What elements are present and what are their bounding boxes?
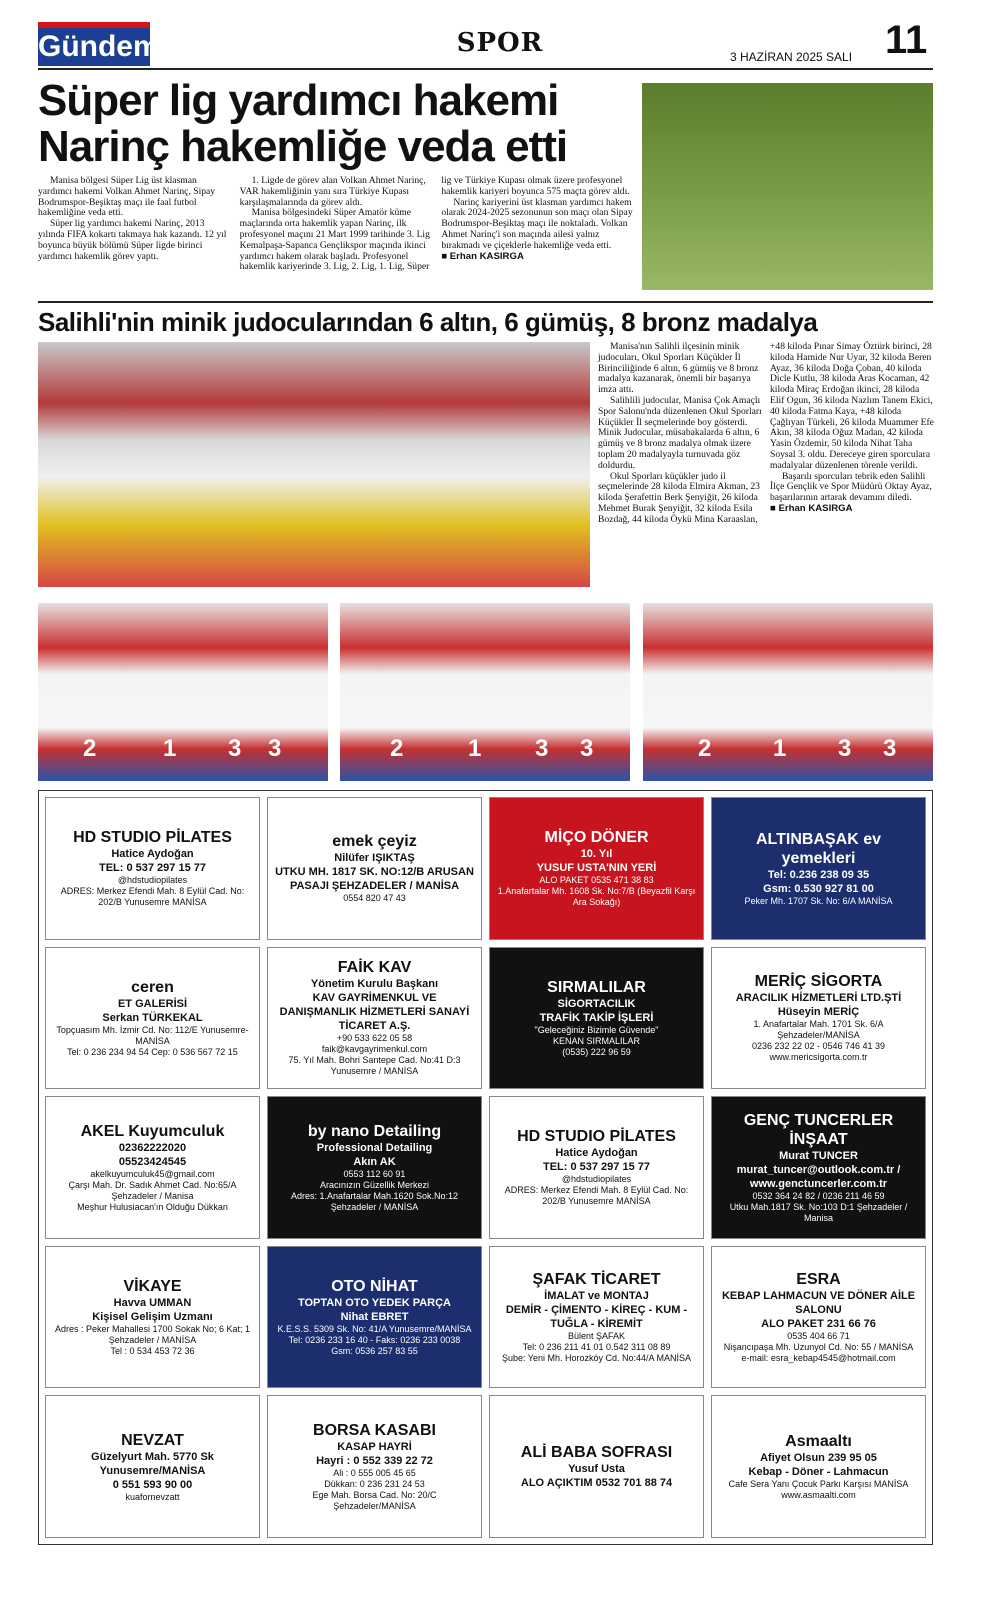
advertisement (45, 947, 260, 1090)
advertisement (489, 797, 704, 940)
ad-line: TEL: 0 537 297 15 77 (98, 862, 206, 875)
podium-rank: 3 (535, 735, 549, 762)
ad-line: KASAP HAYRİ (337, 1441, 412, 1454)
advertisement (711, 1246, 926, 1389)
podium-rank: 2 (390, 735, 404, 762)
divider (38, 68, 933, 70)
ad-line: ADRES: Merkez Efendi Mah. 8 Eylül Cad. No: 202/B Yunusemre MANİSA (60, 886, 245, 908)
ad-line: Tel: 0.236 238 09 35 (767, 868, 870, 881)
advertisement (267, 1096, 482, 1239)
ad-line: 05523424545 (118, 1155, 187, 1168)
article2-headline: Salihli'nin minik judocularından 6 altın, 6 gümüş, 8 bronz madalya (38, 307, 818, 337)
section-title: SPOR (456, 28, 544, 58)
ad-line: Meşhur Hulusiacan'ın Olduğu Dükkan (77, 1201, 228, 1212)
ad-title: ESRA (796, 1271, 841, 1289)
advertisement (45, 1395, 260, 1538)
ad-line: Professional Detailing (316, 1141, 433, 1154)
ad-line: 0535 404 66 71 (787, 1331, 850, 1342)
ad-line: Adres: 1.Anafartalar Mah.1620 Sok.No:12 Şehzadeler / MANİSA (290, 1190, 459, 1212)
ad-line: Havva UMMAN (113, 1297, 192, 1310)
ad-line: Tel : 0 534 453 72 36 (110, 1346, 195, 1357)
ad-title: BORSA KASABI (313, 1422, 436, 1440)
ad-line: Güzelyurt Mah. 5770 Sk Yunusemre/MANİSA (91, 1450, 214, 1477)
ad-line: ALO PAKET 0535 471 38 83 (539, 875, 654, 886)
ad-line: ET GALERİSİ (117, 997, 188, 1010)
ad-line: Yönetim Kurulu Başkanı (310, 978, 439, 991)
article2-paragraph: Başarılı sporcuları tebrik eden Salihli İlçe Gençlik ve Spor Müdürü Oktay Ayaz, başarılarının artarak devamını diledi. (770, 470, 932, 504)
podium-photo-3 (643, 603, 933, 781)
ad-line: Aracınızın Güzellik Merkezi (319, 1179, 430, 1190)
advertisement (489, 1096, 704, 1239)
ad-line: KAV GAYRİMENKUL VE DANIŞMANLIK HİZMETLERİ SANAYİ TİCARET A.Ş. (279, 992, 470, 1033)
article2-paragraph: Okul Sporları küçükler judo il seçmelerinde 28 kiloda Elmira Akman, 23 kiloda Şerafettin Berk Şenyiğit, 26 kiloda Mehmet Burak Şenyiğit, 32 kiloda Esila Bozdağ, 44 kiloda Öykü Mina Karaaslan, +48 kiloda Pınar Simay Öztürk birinci, 28 kiloda Hamide Nur Uyar, 32 kiloda Beren Ayaz, 36 kiloda Doğa Çoban, 40 kiloda Dicle Kutlu, 38 kiloda Aras Kocaman, 42 kiloda Miraç Erdoğan ikinci, 28 kiloda Elif Ogun, 36 kiloda Nazlım Tanem Ekici, 40 kiloda Fatma Kaya, +48 kiloda Çağlıyan Türkeli, 26 kiloda Muammer Efe Akın, 38 kiloda Oğuz Madan, 42 kiloda Yasin Özdemir, 50 kiloda Nihat Taha Soysal 3. oldu. Dereceye giren sporculara madalyalar düzenlenen törenle verildi. (598, 341, 934, 525)
newspaper-logo: Gündem (38, 22, 150, 66)
ad-line: Nihat EBRET (340, 1311, 409, 1324)
ad-line: +90 533 622 05 58 (336, 1033, 413, 1044)
divider (38, 301, 933, 303)
ad-line: www.asmaalti.com (781, 1490, 856, 1501)
podium-rank: 3 (838, 735, 852, 762)
ad-title: OTO NİHAT (331, 1278, 418, 1296)
ad-line: 0 551 593 90 00 (112, 1478, 193, 1491)
article1-body (38, 176, 635, 273)
advertisement (45, 1096, 260, 1239)
advertisement (45, 797, 260, 940)
ad-line: İMALAT ve MONTAJ (544, 1290, 649, 1303)
ad-title: ALTINBAŞAK ev yemekleri (755, 830, 882, 867)
ad-line: 1. Anafartalar Mah. 1701 Sk. 6/A Şehzadeler/MANİSA (753, 1019, 884, 1041)
ad-line: ALO PAKET 231 66 76 (761, 1318, 876, 1331)
podium-rank: 1 (773, 735, 787, 762)
ad-line: Gsm: 0536 257 83 55 (331, 1346, 418, 1357)
ad-title: MERİÇ SİGORTA (754, 973, 883, 991)
ad-line: Hatice Aydoğan (111, 848, 194, 861)
ad-line: Ali : 0 555 005 45 65 (333, 1468, 416, 1479)
ad-line: kuafornevzatt (125, 1491, 180, 1502)
ad-line: Akın AK (353, 1155, 396, 1168)
podium-rank: 3 (580, 735, 594, 762)
ad-line: YUSUF USTA'NIN YERİ (536, 862, 657, 875)
ad-title: emek çeyiz (332, 833, 417, 851)
ad-line: Kebap - Döner - Lahmacun (748, 1466, 889, 1479)
ad-title: FAİK KAV (337, 959, 412, 977)
advertisements-grid (38, 790, 933, 1545)
ad-line: Kişisel Gelişim Uzmanı (92, 1311, 213, 1324)
ad-line: @hdstudiopilates (117, 875, 188, 886)
ad-line: Topçuasım Mh. İzmir Cd. No: 112/E Yunusemre-MANİSA (56, 1024, 249, 1046)
ad-line: ADRES: Merkez Efendi Mah. 8 Eylül Cad. No: 202/B Yunusemre MANİSA (504, 1185, 689, 1207)
ad-line: Peker Mh. 1707 Sk. No: 6/A MANİSA (744, 895, 893, 906)
podium-rank: 1 (468, 735, 482, 762)
advertisement (711, 1395, 926, 1538)
ad-line: DEMİR - ÇİMENTO - KİREÇ - KUM - TUĞLA - KİREMİT (505, 1304, 688, 1331)
ad-line: (0535) 222 96 59 (562, 1046, 631, 1057)
article2-paragraph: Salihlili judocular, Manisa Çok Amaçlı Spor Salonu'nda düzenlenen Okul Sporları Küçükler İl seçmelerinde boy gösterdi. Minik Judocular, müsabakalarda 6 altın, 6 gümüş ve 8 bronz madalya olmak üzere toplam 20 madalyayla turnuvada göz doldurdu. (598, 394, 762, 471)
ad-line: K.E.S.S. 5309 Sk. No: 41/A Yunusemre/MANİSA (277, 1324, 472, 1335)
advertisement (711, 947, 926, 1090)
ad-title: Asmaaltı (785, 1433, 852, 1451)
ad-title: VİKAYE (123, 1278, 182, 1296)
advertisement (711, 797, 926, 940)
ad-line: Tel: 0 236 234 94 54 Cep: 0 536 567 72 15 (67, 1046, 238, 1057)
ad-line: Nişancıpaşa Mh. Uzunyol Cd. No: 55 / MANİSA (723, 1342, 914, 1353)
issue-date: 3 HAZİRAN 2025 SALI (730, 50, 853, 64)
article1-paragraph: Süper lig yardımcı hakemi Narinç, 2013 yılında FIFA kokartı takmaya hak kazandı. 12 yıl boyunca büyük bölümü Süper ligde birinci yardımcı hakemlik görev yaptı. (38, 218, 227, 262)
ad-line: 10. Yıl (580, 848, 613, 861)
ad-line: KEBAP LAHMACUN VE DÖNER AİLE SALONU (721, 1290, 916, 1317)
ad-line: 1.Anafartalar Mh. 1608 Sk. No:7/B (Beyazfil Karşı Ara Sokağı) (497, 886, 696, 908)
advertisement (267, 797, 482, 940)
ad-line: Afiyet Olsun 239 95 05 (760, 1452, 877, 1465)
ad-title: GENÇ TUNCERLER İNŞAAT (743, 1111, 894, 1148)
ad-line: Serkan TÜRKEKAL (102, 1011, 203, 1024)
ad-line: "Geleceğiniz Bizimle Güvende" (534, 1024, 659, 1035)
ad-line: Tel: 0 236 211 41 01 0.542 311 08 89 (522, 1342, 671, 1353)
article1-paragraph: 1. Ligde de görev alan Volkan Ahmet Narinç, VAR hakemliğinin yanı sıra Türkiye Kupası karşılaşmalarında da görev aldı. (239, 175, 426, 208)
advertisement (45, 1246, 260, 1389)
ad-line: faik@kavgayrimenkul.com (321, 1044, 428, 1055)
ad-line: 0236 232 22 02 - 0546 746 41 39 (751, 1041, 886, 1052)
ad-line: KENAN SIRMALILAR (552, 1035, 641, 1046)
article2-paragraph: Manisa'nın Salihli ilçesinin minik judocuları, Okul Sporları Küçükler İl Birinciliğinde 6 altın, 6 gümüş ve 8 bronz madalya kazanarak, önemli bir başarıya imza attı. (598, 341, 759, 396)
ad-line: Hüseyin MERİÇ (777, 1006, 860, 1019)
ad-line: e-mail: esra_kebap4545@hotmail.com (741, 1353, 896, 1364)
ad-title: ceren (131, 978, 174, 996)
podium-photo-1 (38, 603, 328, 781)
podium-rank: 3 (268, 735, 282, 762)
article1-paragraph: Manisa bölgesi Süper Lig üst klasman yardımcı hakemi Volkan Ahmet Narinç, Sipay Bodrumspor-Beşiktaş maçı ile faal futbol hakemliğine veda etti. (38, 175, 216, 219)
ad-line: 0553 112 60 91 (343, 1168, 406, 1179)
ad-title: SIRMALILAR (547, 978, 646, 996)
advertisement (267, 1395, 482, 1538)
ad-line: Hatice Aydoğan (555, 1147, 638, 1160)
ad-line: 02362222020 (118, 1141, 187, 1154)
ad-line: Şube: Yeni Mh. Horozköy Cd. No:44/A MANİSA (501, 1353, 692, 1364)
ad-line: 0532 364 24 82 / 0236 211 46 59 (752, 1190, 885, 1201)
podium-rank: 3 (228, 735, 242, 762)
ad-line: akelkuyumculuk45@gmail.com (90, 1168, 215, 1179)
ad-title: ALİ BABA SOFRASI (520, 1444, 673, 1462)
ad-line: Murat TUNCER (779, 1149, 858, 1162)
ad-title: NEVZAT (121, 1431, 184, 1449)
advertisement (711, 1096, 926, 1239)
ad-line: Utku Mah.1817 Sk. No:103 D:1 Şehzadeler / Manisa (729, 1201, 908, 1223)
ad-line: Adres : Peker Mahallesi 1700 Sokak No; 6 Kat; 1 Şehzadeler / MANİSA (54, 1324, 251, 1346)
ad-line: Çarşı Mah. Dr. Sadık Ahmet Cad. No:65/A Şehzadeler / Manisa (68, 1179, 237, 1201)
podium-photo-2 (340, 603, 630, 781)
article2-byline: ■ Erhan KASIRGA (770, 502, 853, 514)
ad-title: AKEL Kuyumculuk (80, 1122, 225, 1140)
ad-line: @hdstudiopilates (561, 1174, 632, 1185)
ad-title: ŞAFAK TİCARET (532, 1271, 661, 1289)
referee-family-photo (642, 83, 933, 290)
article1-byline: ■ Erhan KASIRGA (441, 250, 524, 262)
article1-paragraph: Manisa bölgesindeki Süper Amatör küme maçlarında orta hakemlik yapan Narinç, ilk profesyonel maçını 21 Mart 1999 tarihinde 3. Lig Kemalpaşa-Sapanca Gençlikspor maçında ikinci yardımcı hakem olarak başladı. Profesyonel hakemlik kariyerinde 3. Lig, 2. Lig, 1. Lig, Süper lig ve Türkiye Kupası olmak üzere profesyonel hakemlik kariyeri boyunca 575 maçta görev aldı. (239, 175, 630, 273)
article2-body (598, 342, 934, 526)
ad-line: UTKU MH. 1817 SK. NO:12/B ARUSAN PASAJI ŞEHZADELER / MANİSA (275, 866, 474, 893)
ad-line: SİGORTACILIK (557, 997, 636, 1010)
ad-line: ALO AÇIKTIM 0532 701 88 74 (520, 1477, 673, 1490)
ad-line: Hayri : 0 552 339 22 72 (316, 1455, 433, 1468)
podium-rank: 3 (883, 735, 897, 762)
advertisement (267, 1246, 482, 1389)
ad-line: Tel: 0236 233 16 40 - Faks: 0236 233 0038 (288, 1335, 461, 1346)
ad-line: 75. Yıl Mah. Bohri Santepe Cad. No:41 D:3 Yunusemre / MANİSA (288, 1055, 461, 1077)
ad-line: ARACILIK HİZMETLERİ LTD.ŞTİ (735, 992, 902, 1005)
ad-line: Ege Mah. Borsa Cad. No: 20/C Şehzadeler/MANİSA (312, 1490, 437, 1512)
ad-line: Yusuf Usta (568, 1463, 625, 1476)
judo-team-photo (38, 342, 590, 587)
podium-rank: 2 (698, 735, 712, 762)
ad-title: HD STUDIO PİLATES (73, 829, 232, 847)
ad-line: Nilüfer IŞIKTAŞ (334, 852, 415, 865)
article1-paragraph: Narinç kariyerini üst klasman yardımcı hakem olarak 2024-2025 sezonunun son maçı olan Sipay Bodrumspor-Beşiktaş maçı ile noktaladı. Volkan Ahmet Narinç'i son maçında ailesi yalnız bırakmadı ve çiçeklerle hakemliğe veda etti. (441, 196, 633, 251)
article1-headline: Süper lig yardımcı hakemi Narinç hakemliğe veda etti (38, 76, 568, 171)
ad-line: Dükkan: 0 236 231 24 53 (324, 1479, 425, 1490)
podium-rank: 2 (83, 735, 97, 762)
ad-title: by nano Detailing (307, 1122, 442, 1140)
ad-title: MİÇO DÖNER (544, 829, 649, 847)
ad-line: Bülent ŞAFAK (567, 1331, 626, 1342)
advertisement (489, 1395, 704, 1538)
ad-line: Gsm: 0.530 927 81 00 (763, 882, 874, 895)
advertisement (489, 947, 704, 1090)
page-number: 11 (885, 18, 928, 62)
ad-line: 0554 820 47 43 (343, 893, 406, 904)
ad-title: HD STUDIO PİLATES (517, 1128, 676, 1146)
ad-line: TRAFİK TAKİP İŞLERİ (539, 1011, 654, 1024)
podium-rank: 1 (163, 735, 177, 762)
ad-line: TOPTAN OTO YEDEK PARÇA (297, 1297, 451, 1310)
advertisement (267, 947, 482, 1090)
ad-line: murat_tuncer@outlook.com.tr / www.genctuncerler.com.tr (736, 1163, 901, 1190)
ad-line: Cafe Sera Yanı Çocuk Parkı Karşısı MANİSA (728, 1479, 909, 1490)
ad-line: TEL: 0 537 297 15 77 (542, 1161, 650, 1174)
advertisement (489, 1246, 704, 1389)
ad-line: www.mericsigorta.com.tr (769, 1052, 868, 1063)
